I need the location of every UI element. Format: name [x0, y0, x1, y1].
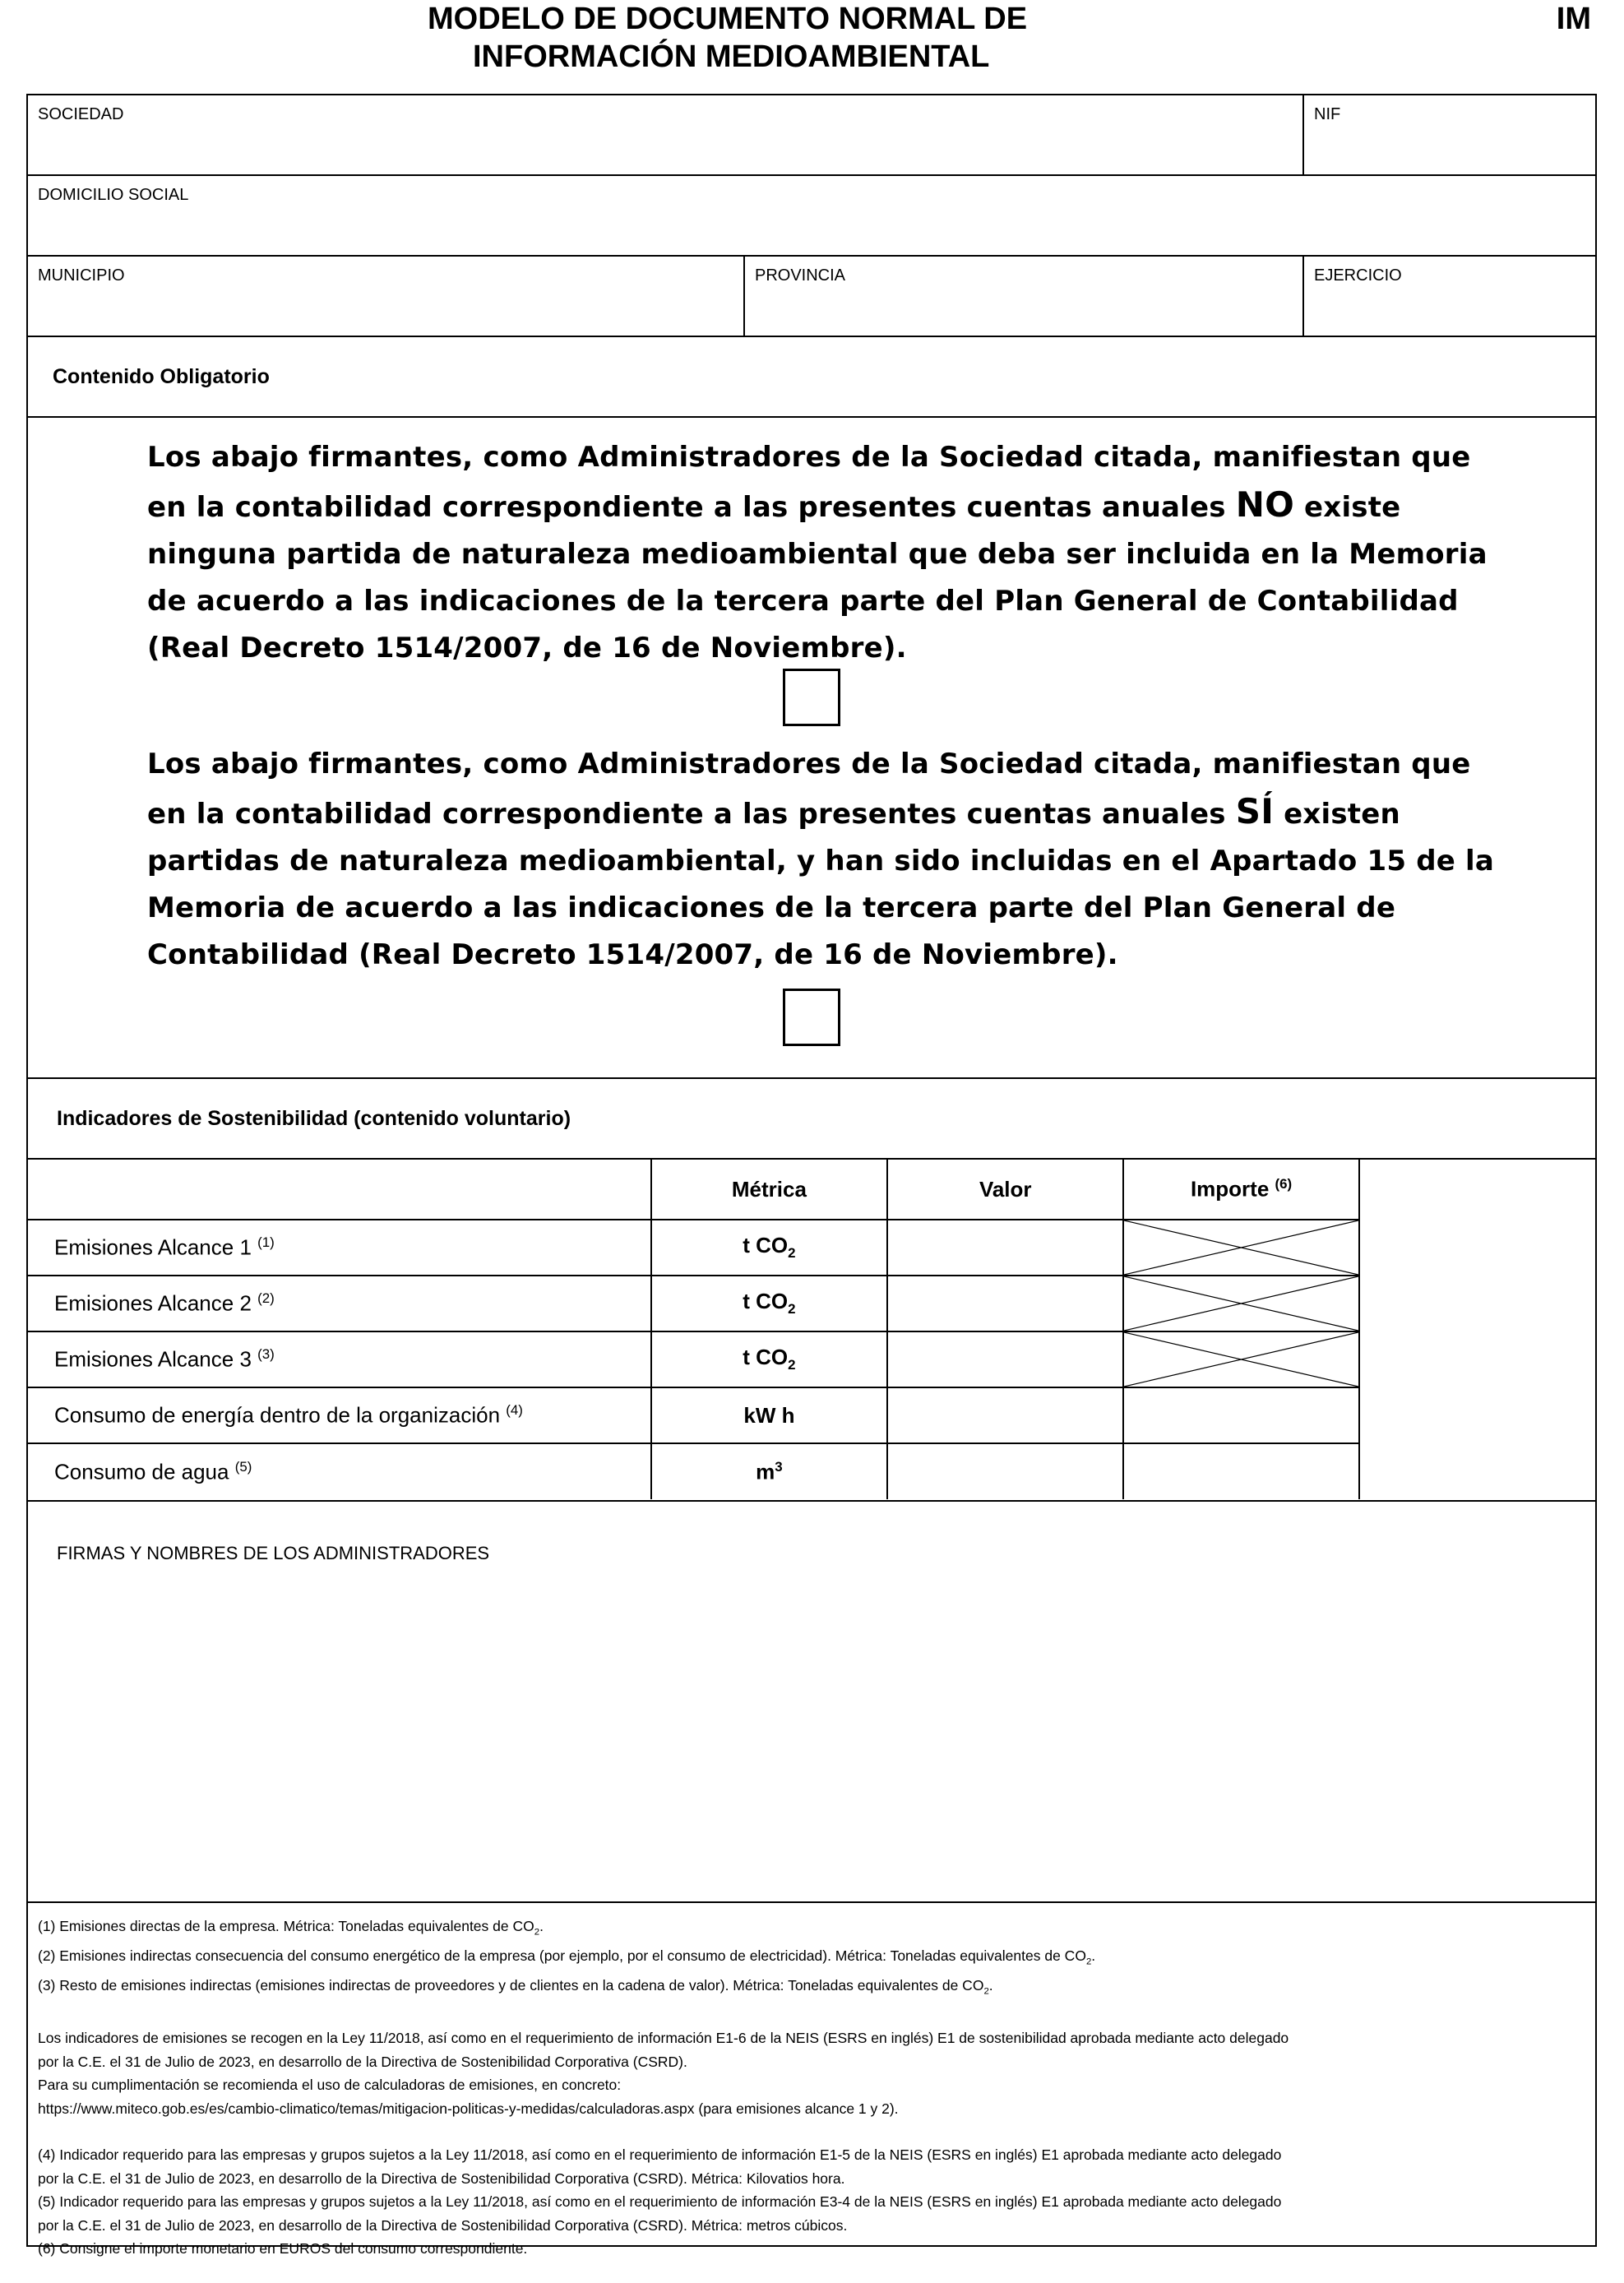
statement-si-keyword: SÍ	[1235, 791, 1275, 831]
amount-crossed-out	[1123, 1331, 1359, 1387]
row-note: (4)	[506, 1402, 523, 1419]
row-label-text: Emisiones Alcance 2	[54, 1290, 252, 1316]
ejercicio-label: EJERCICIO	[1314, 266, 1402, 285]
footnote-6: (6) Consigne el importe monetario en EUROS del consumo correspondiente.	[38, 2240, 528, 2257]
sociedad-field[interactable]	[28, 95, 1302, 174]
footnote-2	[38, 1944, 1584, 1974]
mandatory-header	[28, 337, 1595, 418]
row-metric-sub: 2	[788, 1357, 796, 1373]
page-title-line2: INFORMACIÓN MEDIOAMBIENTAL	[473, 39, 990, 74]
row-label	[28, 1387, 651, 1443]
emissions-note-url: https://www.miteco.gob.es/es/cambio-climatico/temas/mitigacion-politicas-y-medidas/calculadoras.aspx (para emisiones alcance 1 y 2).	[38, 2100, 899, 2117]
sustainability-header	[28, 1079, 1595, 1160]
footnote-gap	[38, 2003, 1584, 2026]
cross-icon	[1124, 1276, 1358, 1331]
row-metric	[651, 1220, 888, 1276]
table-row	[28, 1443, 1359, 1499]
row-metric-text: m	[756, 1459, 775, 1484]
row-metric-text: t CO	[743, 1289, 789, 1314]
form-code: IM	[1556, 2, 1591, 36]
form-frame	[26, 94, 1597, 2257]
row-label-text: Emisiones Alcance 3	[54, 1346, 252, 1372]
indicators-header-row	[28, 1159, 1359, 1220]
emissions-note-3: Para su cumplimentación se recomienda el uso de calculadoras de emisiones, en concreto:	[38, 2077, 622, 2093]
footnote-gap	[38, 2120, 1584, 2143]
nif-field[interactable]	[1302, 95, 1599, 174]
municipio-field[interactable]	[28, 257, 743, 336]
sustainability-title: Indicadores de Sostenibilidad (contenido voluntario)	[57, 1107, 571, 1130]
cross-icon	[1124, 1220, 1358, 1275]
nif-label: NIF	[1314, 105, 1341, 123]
signatures-area[interactable]	[28, 1502, 1595, 1903]
header-value: Valor	[887, 1159, 1123, 1220]
signatures-label: FIRMAS Y NOMBRES DE LOS ADMINISTRADORES	[57, 1543, 490, 1563]
value-input[interactable]	[887, 1387, 1123, 1443]
mandatory-title: Contenido Obligatorio	[53, 365, 270, 388]
row-label-text: Consumo de agua	[54, 1459, 229, 1484]
row-metric-text: t CO	[743, 1233, 789, 1258]
indicators-header-empty	[28, 1159, 651, 1220]
row-note: (3)	[257, 1346, 275, 1363]
row-metric	[651, 1443, 888, 1499]
footnote-1	[38, 1915, 1584, 1944]
row-domicilio	[28, 176, 1595, 257]
value-input[interactable]	[887, 1276, 1123, 1331]
table-row	[28, 1331, 1359, 1387]
footnote-3-sub: 2	[983, 1986, 989, 1997]
footnote-1-sub: 2	[534, 1927, 540, 1938]
provincia-label: PROVINCIA	[755, 266, 846, 285]
ejercicio-field[interactable]	[1302, 257, 1599, 336]
row-metric-sup: 3	[775, 1458, 783, 1475]
checkbox-si[interactable]	[783, 989, 840, 1046]
sociedad-label: SOCIEDAD	[38, 105, 124, 123]
statement-si-text-a: Los abajo firmantes, como Administradores de la Sociedad citada, manifiestan que en la contabilidad correspondiente a las presentes cuentas anuales	[147, 748, 1471, 831]
footnotes-text	[38, 1915, 1584, 2261]
row-metric	[651, 1276, 888, 1331]
value-input[interactable]	[887, 1331, 1123, 1387]
amount-input[interactable]	[1123, 1443, 1359, 1499]
page-title	[296, 0, 1201, 76]
table-row	[28, 1387, 1359, 1443]
row-label	[28, 1220, 651, 1276]
footnote-3	[38, 1974, 1584, 2003]
row-note: (5)	[234, 1458, 252, 1475]
row-metric-sub: 2	[788, 1301, 796, 1317]
footnotes	[28, 1903, 1595, 2257]
statement-si-text-b: existen partidas de naturaleza medioambiental, y han sido incluidas en el Apartado 15 de la Memoria de acuerdo a las indicaciones de la tercera parte del Plan General de Contabilidad (Real Decreto 1514/2007, de 16 de Noviembre).	[147, 798, 1495, 971]
row-label	[28, 1443, 651, 1499]
row-label-text: Consumo de energía dentro de la organización	[54, 1402, 501, 1428]
header-metric: Métrica	[651, 1159, 888, 1220]
row-metric	[651, 1331, 888, 1387]
cross-icon	[1124, 1332, 1358, 1387]
indicators-table	[28, 1158, 1360, 1499]
amount-crossed-out	[1123, 1220, 1359, 1276]
header-amount	[1123, 1159, 1359, 1220]
indicators-section	[28, 1160, 1595, 1502]
footnote-2-end: .	[1091, 1947, 1096, 1964]
row-note: (1)	[257, 1234, 275, 1251]
emissions-note-2: por la C.E. el 31 de Julio de 2023, en desarrollo de la Directiva de Sostenibilidad Corporativa (CSRD).	[38, 2053, 687, 2070]
table-row	[28, 1220, 1359, 1276]
checkbox-no[interactable]	[783, 669, 840, 726]
row-label	[28, 1331, 651, 1387]
row-metric-text: kW h	[743, 1402, 795, 1428]
statement-no	[147, 434, 1512, 672]
footnote-1-text: (1) Emisiones directas de la empresa. Métrica: Toneladas equivalentes de CO	[38, 1918, 534, 1934]
row-metric	[651, 1387, 888, 1443]
emissions-note-1: Los indicadores de emisiones se recogen en la Ley 11/2018, así como en el requerimiento de información E1-6 de la NEIS (ESRS en inglés) E1 de sostenibilidad aprobada mediante acto delegado	[38, 2030, 1289, 2046]
value-input[interactable]	[887, 1443, 1123, 1499]
header-amount-note: (6)	[1275, 1176, 1293, 1192]
statement-no-text-a: Los abajo firmantes, como Administradores de la Sociedad citada, manifiestan que en la contabilidad correspondiente a las presentes cuentas anuales	[147, 441, 1471, 524]
amount-crossed-out	[1123, 1276, 1359, 1331]
row-sociedad	[28, 95, 1595, 176]
domicilio-label: DOMICILIO SOCIAL	[38, 186, 189, 204]
footnote-5-line1: (5) Indicador requerido para las empresas y grupos sujetos a la Ley 11/2018, así como en el requerimiento de información E3-4 de la NEIS (ESRS en inglés) E1 aprobada mediante acto delegado	[38, 2193, 1282, 2210]
footnote-3-text: (3) Resto de emisiones indirectas (emisiones indirectas de proveedores y de clientes en la cadena de valor). Métrica: Toneladas equivalentes de CO	[38, 1977, 984, 1994]
footnote-2-text: (2) Emisiones indirectas consecuencia del consumo energético de la empresa (por ejemplo, por el consumo de electricidad). Métrica: Toneladas equivalentes de CO	[38, 1947, 1086, 1964]
provincia-field[interactable]	[743, 257, 1302, 336]
footnote-1-end: .	[539, 1918, 544, 1934]
row-label	[28, 1276, 651, 1331]
table-row	[28, 1276, 1359, 1331]
footnote-5-line2: por la C.E. el 31 de Julio de 2023, en desarrollo de la Directiva de Sostenibilidad Corporativa (CSRD). Métrica: metros cúbicos.	[38, 2216, 848, 2234]
row-municipio	[28, 257, 1595, 337]
footnote-4-line1: (4) Indicador requerido para las empresas y grupos sujetos a la Ley 11/2018, así como en el requerimiento de información E1-5 de la NEIS (ESRS en inglés) E1 aprobada mediante acto delegado	[38, 2146, 1282, 2163]
page-title-line1: MODELO DE DOCUMENTO NORMAL DE	[428, 2, 1028, 36]
row-label-text: Emisiones Alcance 1	[54, 1234, 252, 1260]
footnote-3-end: .	[988, 1977, 993, 1994]
header-amount-label: Importe	[1190, 1176, 1270, 1202]
domicilio-field[interactable]	[28, 176, 1595, 255]
row-metric-sub: 2	[788, 1245, 796, 1262]
footnote-2-sub: 2	[1085, 1957, 1092, 1967]
statement-no-keyword: NO	[1235, 484, 1295, 525]
value-input[interactable]	[887, 1220, 1123, 1276]
statement-no-text-b: existe ninguna partida de naturaleza medioambiental que deba ser incluida en la Memoria de acuerdo a las indicaciones de la tercera parte del Plan General de Contabilidad (Real Decreto 1514/2007, de 16 de Noviembre).	[147, 491, 1488, 665]
row-note: (2)	[257, 1290, 275, 1307]
municipio-label: MUNICIPIO	[38, 266, 125, 285]
row-metric-text: t CO	[743, 1345, 789, 1370]
footnote-4-line2: por la C.E. el 31 de Julio de 2023, en desarrollo de la Directiva de Sostenibilidad Corporativa (CSRD). Métrica: Kilovatios hora.	[38, 2170, 845, 2187]
mandatory-body	[28, 418, 1595, 1079]
statement-si	[147, 741, 1512, 979]
amount-input[interactable]	[1123, 1387, 1359, 1443]
